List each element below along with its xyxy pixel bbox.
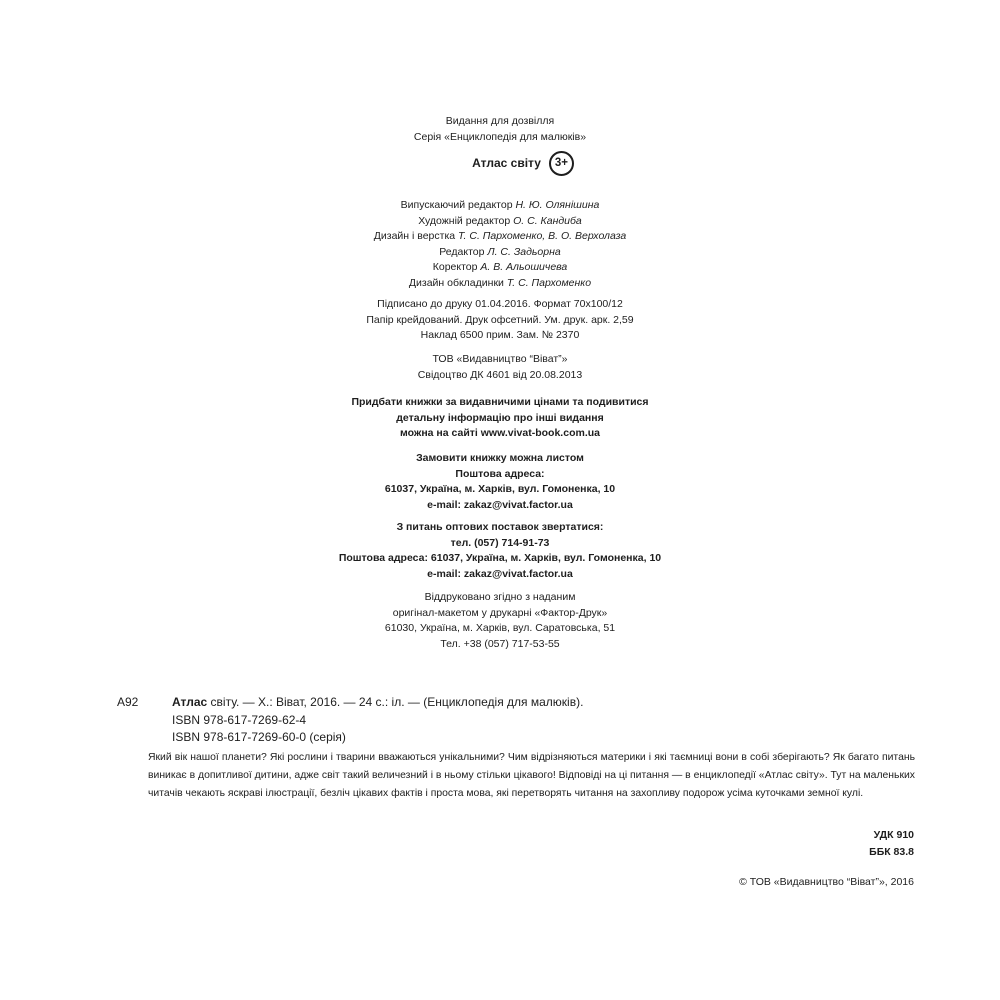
printing-house-line: оригінал-макетом у друкарні «Фактор-Друк» <box>392 606 608 619</box>
buy-info-line: можна на сайті www.vivat-book.com.ua <box>399 427 600 440</box>
order-line: Поштова адреса: <box>455 467 545 480</box>
wholesale-line: Поштова адреса: 61037, Україна, м. Харків, вул. Гомоненка, 10 <box>338 552 662 565</box>
credit-line: Коректор А. В. Альошичева <box>432 261 568 274</box>
print-info-line: Підписано до друку 01.04.2016. Формат 70х100/12 <box>377 298 623 310</box>
credit-line: Дизайн і верстка Т. С. Пархоменко, В. О. Верхолаза <box>373 230 627 243</box>
order-line: Замовити книжку можна листом <box>416 452 584 464</box>
isbn-line: ISBN 978-617-7269-62-4 <box>172 713 307 727</box>
credits-block <box>0 198 1000 292</box>
printing-house-line: 61030, Україна, м. Харків, вул. Саратовська, 51 <box>384 622 616 635</box>
credit-line: Редактор Л. С. Задьорна <box>439 245 561 258</box>
order-block <box>0 451 1000 513</box>
series-line: Серія «Енциклопедія для малюків» <box>413 131 587 143</box>
buy-info-block <box>0 395 1000 442</box>
wholesale-line: тел. (057) 714-91-73 <box>450 536 550 549</box>
printing-house-line: Тел. +38 (057) 717-53-55 <box>440 637 560 650</box>
copyright-line: © ТОВ «Видавництво “Віват”», 2016 <box>739 876 914 888</box>
order-line: 61037, Україна, м. Харків, вул. Гомоненка, 10 <box>384 483 616 496</box>
age-rating-badge: 3+ <box>549 151 574 176</box>
book-description: Який вік нашої планети? Які рослини і тварини вважаються унікальними? Чим відрізняються материки і які таємниці вони в собі зберігають? Як багато питань виникає в допитливої дитини, адже світ такий величезний і в ньому стільки цікавого! Відповіді на ці питання — в енциклопедії «Атлас світу». Тут на маленьких читачів чекають яскраві ілюстрації, безліч цікавих фактів і проста мова, які перетворять читання на захопливу подорож усіма куточками земної кулі. <box>148 752 915 799</box>
edition-type: Видання для дозвілля <box>445 115 555 127</box>
catalog-code: А92 <box>117 695 139 709</box>
isbn-series-line: ISBN 978-617-7269-60-0 (серія) <box>172 730 346 744</box>
classification-block <box>869 827 914 860</box>
credit-line: Випускаючий редактор Н. Ю. Олянішина <box>400 199 600 211</box>
book-title: Атлас світу <box>472 156 541 170</box>
credit-line: Дизайн обкладинки Т. С. Пархоменко <box>408 276 592 289</box>
printing-house-block <box>0 590 1000 652</box>
print-info-line: Наклад 6500 прим. Зам. № 2370 <box>420 329 580 342</box>
print-info-line: Папір крейдований. Друк офсетний. Ум. друк. арк. 2,59 <box>366 313 634 326</box>
publisher-line: ТОВ «Видавництво “Віват”» <box>432 353 568 365</box>
catalog-entry <box>172 692 583 712</box>
bbk-code: ББК 83.8 <box>869 845 914 858</box>
credit-line: Художній редактор О. С. Кандиба <box>418 214 582 227</box>
print-info-block <box>0 297 1000 344</box>
publisher-block <box>0 352 1000 383</box>
order-line: e-mail: zakaz@vivat.factor.ua <box>427 498 573 511</box>
udk-code: УДК 910 <box>873 829 914 841</box>
book-title-row <box>0 151 1000 175</box>
catalog-title: Атлас <box>172 695 208 709</box>
wholesale-line: e-mail: zakaz@vivat.factor.ua <box>427 567 573 580</box>
printing-house-line: Віддруковано згідно з наданим <box>424 591 576 603</box>
wholesale-line: З питань оптових поставок звертатися: <box>396 521 604 533</box>
buy-info-line: детальну інформацію про інші видання <box>396 411 604 424</box>
buy-info-line: Придбати книжки за видавничими цінами та подивитися <box>351 396 649 408</box>
catalog-details: світу. — Х.: Віват, 2016. — 24 с.: іл. — (Енциклопедія для малюків). <box>207 695 584 709</box>
publisher-line: Свідоцтво ДК 4601 від 20.08.2013 <box>417 368 583 381</box>
wholesale-block <box>0 520 1000 582</box>
